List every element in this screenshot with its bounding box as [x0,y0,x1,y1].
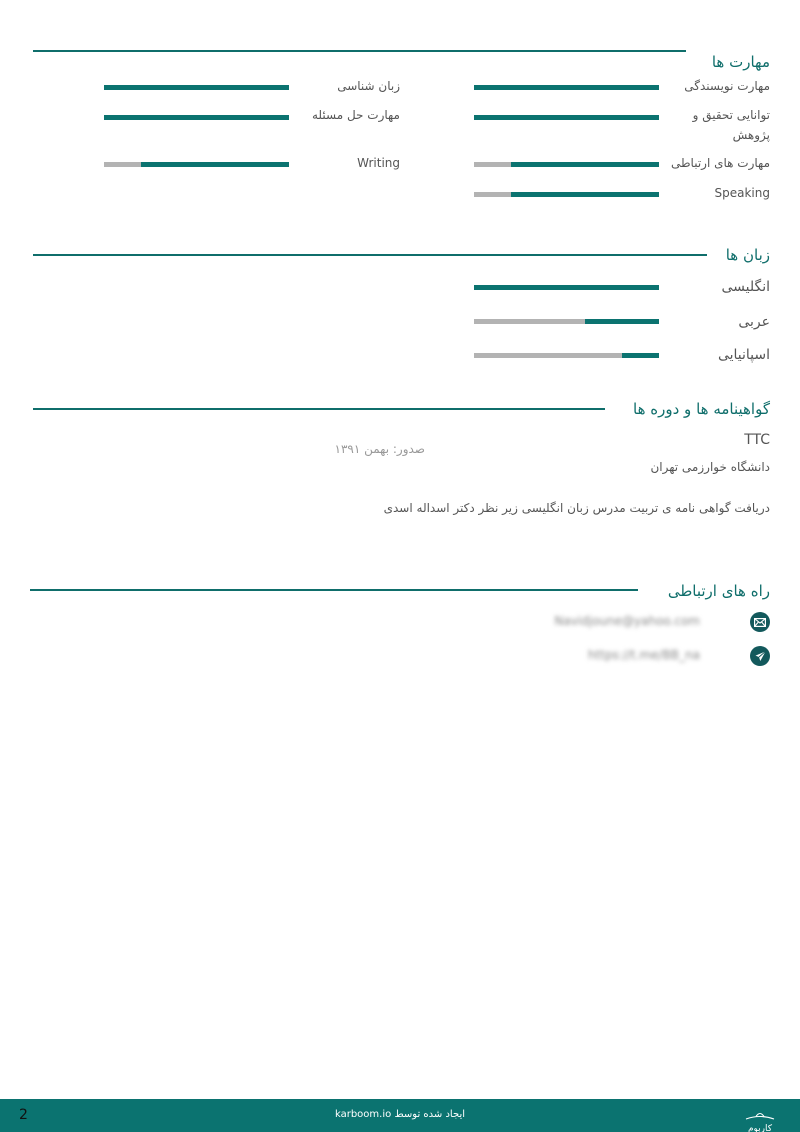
contact-email-value[interactable]: Navidjoune@yahoo.com [554,614,700,628]
language-label: انگلیسی [721,279,770,295]
skill-level-fill [474,115,659,120]
certificates-section-title: گواهینامه ها و دوره ها [633,400,770,418]
footer-credit-text: ایجاد شده توسط [394,1109,465,1120]
skill-level-fill [474,85,659,90]
languages-section-title: زبان ها [725,246,770,264]
skill-level-bar [104,162,289,167]
skill-level-bar [474,192,659,197]
skill-level-fill [511,162,659,167]
skill-label: زبان شناسی [337,79,400,93]
skill-level-fill [141,162,289,167]
skill-level-fill [511,192,659,197]
telegram-icon [750,646,770,666]
skill-level-bar [104,85,289,90]
languages-section-divider [33,254,707,256]
footer-site-link[interactable]: karboom.io [334,1109,392,1120]
skill-level-fill [104,115,289,120]
language-level-fill [585,319,659,324]
certificate-date: صدور: بهمن ۱۳۹۱ [334,442,425,456]
page-number: 2 [19,1107,28,1123]
language-label: اسپانیایی [717,347,770,363]
email-icon [750,612,770,632]
logo-text: کاربوم [747,1124,773,1132]
skill-level-bar [474,162,659,167]
skill-level-bar [104,115,289,120]
language-label: عربی [738,314,770,330]
skill-level-bar [474,85,659,90]
skills-section-divider [33,50,686,52]
skills-section-title: مهارت ها [711,53,770,71]
karboom-logo[interactable] [742,1105,778,1132]
skill-level-fill [104,85,289,90]
certificate-description: دریافت گواهی نامه ی تربیت مدرس زبان انگلیسی زیر نظر دکتر اسداله اسدی [383,501,770,515]
skill-label: Writing [357,156,400,170]
skill-label: مهارت های ارتباطی [670,156,770,170]
skill-label: توانایی تحقیق و پژوهش [692,108,770,142]
certificates-section-divider [33,408,605,410]
language-level-bar [474,319,659,324]
logo-arch-icon [742,1111,778,1120]
contact-section-divider [30,589,638,591]
page-footer [0,1099,800,1132]
certificate-name: TTC [744,432,770,448]
footer-credit [0,1109,800,1120]
language-level-fill [622,353,659,358]
skill-label: Speaking [714,186,770,200]
language-level-fill [474,285,659,290]
contact-telegram-value[interactable]: https://t.me/BB_na [587,648,700,662]
contact-section-title: راه های ارتباطی [667,582,770,600]
language-level-bar [474,353,659,358]
language-level-bar [474,285,659,290]
skill-label: مهارت نویسندگی [684,79,770,93]
skill-label: مهارت حل مسئله [311,108,400,122]
skill-level-bar [474,115,659,120]
certificate-issuer: دانشگاه خوارزمی تهران [650,460,770,474]
